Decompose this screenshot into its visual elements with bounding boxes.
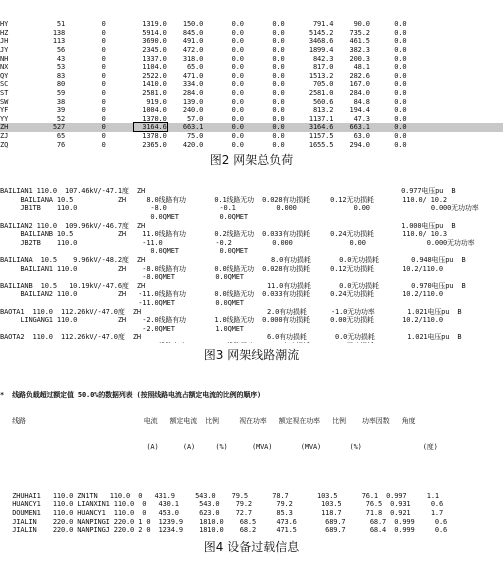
figure3-caption: 图3 网架线路潮流 bbox=[203, 348, 300, 362]
overload-row: ZHUHAI1 110.0 ZN1TN 110.0 0 431.9 543.0 79.5 78.7 103.5 76.1 0.997 1.1 bbox=[0, 491, 439, 500]
flow-line: BAILIANB 10.5 10.19kV/-47.6度 ZH 11.0有功损耗 0.0无功损耗 0.970电压pu B bbox=[0, 281, 466, 290]
load-row: YF 39 0 1004.0 240.0 0.0 0.0 813.2 194.4 0.0 bbox=[0, 106, 407, 115]
flow-line: -11.0QMET 0.0QMET bbox=[0, 298, 244, 307]
overload-row: JIALIN 220.0 NANPINGJ 220.0 2 0 1234.9 1810.0 68.2 471.5 689.7 68.4 0.999 0.6 bbox=[0, 526, 448, 534]
flow-line: BAOTA1 110.0 112.26kV/-47.0度 ZH 2.0有功损耗 -1.0无功功率 1.021电压pu B bbox=[0, 307, 462, 316]
overload-header-2: (A) (A) (%) (MVA) (MVA) (%) (度) bbox=[0, 442, 438, 451]
load-row: SC 80 0 1410.0 334.0 0.0 0.0 705.0 167.0 0.0 bbox=[0, 80, 407, 89]
flow-line: -2.0QMET 1.0QMET bbox=[0, 324, 244, 333]
load-row: NH 43 0 1337.0 318.0 0.0 0.0 842.3 200.3 0.0 bbox=[0, 54, 407, 63]
load-row: HZ 138 0 5914.0 845.0 0.0 0.0 5145.2 735.2 0.0 bbox=[0, 28, 407, 37]
flow-line: 0.0QMET 0.0QMET bbox=[0, 212, 248, 221]
figure2-caption: 图2 网架总负荷 bbox=[209, 153, 294, 167]
load-row bbox=[0, 149, 503, 150]
flow-line: BAILIANB 10.5 ZH 11.0线路有功 0.2线路无功 0.033有功损耗 0.24无功损耗 110.0/ 10.3 bbox=[0, 230, 447, 239]
load-row: HY 51 0 1319.0 150.0 0.0 0.0 791.4 90.0 0.0 bbox=[0, 20, 407, 29]
load-row: JH 113 0 3690.0 491.0 0.0 0.0 3468.6 461.5 0.0 bbox=[0, 37, 407, 46]
overload-row: DOUMEN1 110.0 HUANCY1 110.0 0 453.0 623.0 72.7 85.3 118.7 71.8 0.921 1.7 bbox=[0, 508, 444, 517]
overload-table bbox=[0, 374, 503, 534]
flow-line: BAILIAN2 110.0 109.96kV/-46.7度 ZH 1.000电压pu B bbox=[0, 221, 456, 230]
load-row: SW 38 0 919.0 139.0 0.0 0.0 560.6 84.8 0.0 bbox=[0, 97, 407, 106]
flow-line: BAILIAN2 110.0 ZH -11.0线路有功 0.0线路无功 0.033有功损耗 0.24无功损耗 10.2/110.0 bbox=[0, 290, 443, 299]
flow-line: LINGANG1 110.0 ZH -2.0线路有功 1.0线路无功 0.000有功损耗 0.00无功损耗 10.2/110.0 bbox=[0, 316, 443, 325]
overload-row: JIALIN 220.0 NANPINGI 220.0 1 0 1239.9 1810.0 68.5 473.6 689.7 68.7 0.999 0.6 bbox=[0, 517, 448, 526]
load-row: ZJ 65 0 1378.0 75.0 0.0 0.0 1157.5 63.0 0.0 bbox=[0, 131, 407, 140]
load-row: JY 56 0 2345.0 472.0 0.0 0.0 1899.4 382.3 0.0 bbox=[0, 45, 407, 54]
flow-line: 0.0QMET 0.0QMET bbox=[0, 247, 248, 256]
flow-line: JB2TB 110.0 -11.0 -0.2 0.000 0.00 0.000无功功率 bbox=[0, 238, 475, 247]
flow-line: BAOTA2 110.0 112.26kV/-47.0度 ZH 6.0有功损耗 0.0无功损耗 1.021电压pu B bbox=[0, 333, 462, 342]
overload-title: * 线路负载超过额定值 50.0%的数据列表 (按照线路电流占额定电流的比例的顺序) bbox=[0, 391, 262, 400]
load-row: ST 59 0 2581.0 284.0 0.0 0.0 2581.0 284.0 0.0 bbox=[0, 88, 407, 97]
flow-line: BAILIANA 10.5 9.96kV/-48.2度 ZH 8.0有功损耗 0.0无功损耗 0.948电压pu B bbox=[0, 255, 466, 264]
load-row: ZQ 76 0 2365.0 420.0 0.0 0.0 1655.5 294.0 0.0 bbox=[0, 140, 407, 149]
total-load-table bbox=[0, 3, 503, 150]
load-row: ZH 527 0 3164.6 663.1 0.0 0.0 3164.6 663.1 0.0 bbox=[0, 123, 503, 132]
flow-line: BAILIAN1 110.0 ZH -8.0线路有功 0.0线路无功 0.028有功损耗 0.12无功损耗 10.2/110.0 bbox=[0, 264, 443, 273]
load-row: YY 52 0 1370.0 57.0 0.0 0.0 1137.1 47.3 0.0 bbox=[0, 114, 407, 123]
flow-line: BAILIAN1 110.0 107.46kV/-47.1度 ZH 0.977电压pu B bbox=[0, 187, 456, 196]
flow-line: -8.0QMET 0.0QMET bbox=[0, 273, 244, 282]
line-flow-table bbox=[0, 170, 503, 343]
overload-header-1: 线路 电流 额定电流 比例 视在功率 额定视在功率 比例 功率因数 角度 bbox=[0, 416, 416, 425]
flow-line: JB1TB 110.0 -8.0 -0.1 0.000 0.00 0.000无功功率 bbox=[0, 204, 479, 213]
load-row: QY 83 0 2522.0 471.0 0.0 0.0 1513.2 282.6 0.0 bbox=[0, 71, 407, 80]
figure4-caption: 图4 设备过载信息 bbox=[203, 540, 300, 554]
flow-line bbox=[0, 342, 503, 343]
overload-row: HUANCY1 110.0 LIANXIN1 110.0 0 430.1 543.0 79.2 79.2 103.5 76.5 0.931 0.6 bbox=[0, 500, 444, 509]
flow-line: BAILIANA 10.5 ZH 8.0线路有功 0.1线路无功 0.028有功损耗 0.12无功损耗 110.0/ 10.2 bbox=[0, 195, 447, 204]
load-row: NX 53 0 1104.0 65.0 0.0 0.0 817.0 48.1 0.0 bbox=[0, 63, 407, 72]
